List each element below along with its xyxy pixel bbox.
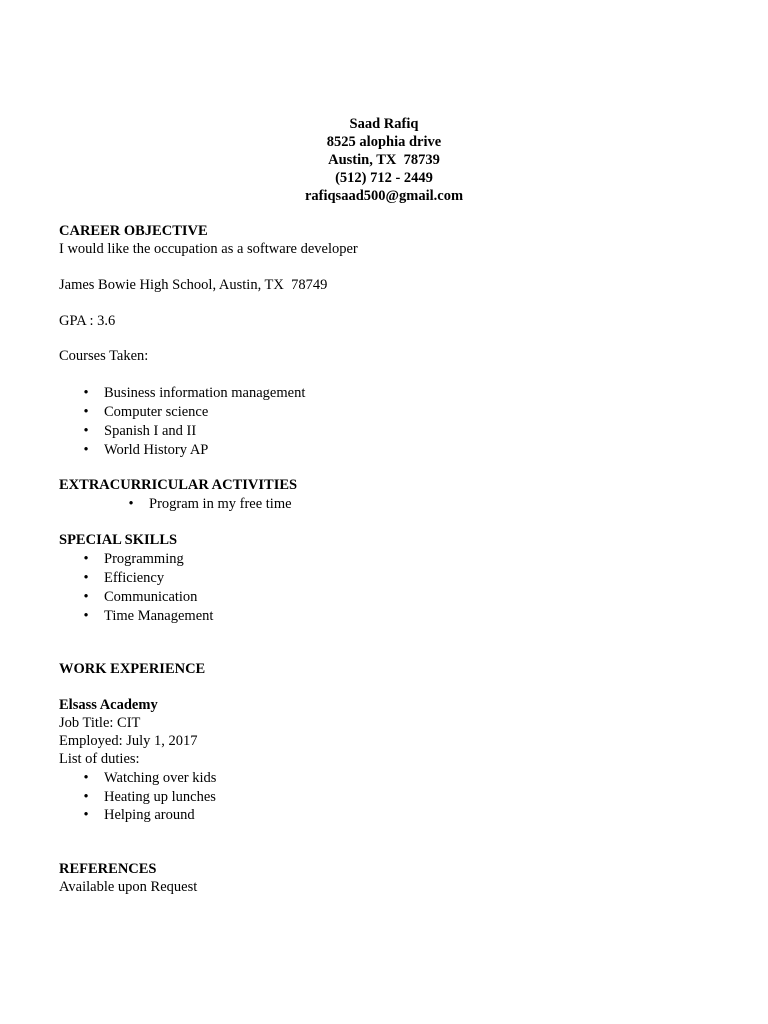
career-objective-heading: CAREER OBJECTIVE: [59, 223, 208, 239]
phone-number: (512) 712 - 2449: [335, 170, 433, 186]
bullet: •: [83, 404, 89, 420]
skill-item: Programming: [104, 551, 184, 567]
address-street: 8525 alophia drive: [326, 134, 442, 150]
bullet: •: [83, 789, 89, 805]
work-experience-heading: WORK EXPERIENCE: [59, 661, 206, 677]
bullet: •: [83, 423, 89, 439]
course-item: Computer science: [104, 404, 209, 420]
duty-item: Helping around: [104, 807, 195, 823]
resume-name: Saad Rafiq: [349, 116, 419, 132]
bullet: •: [83, 589, 89, 605]
duties-label: List of duties:: [59, 751, 140, 767]
employment-date: Employed: July 1, 2017: [59, 733, 198, 749]
bullet: •: [83, 570, 89, 586]
activity-item: Program in my free time: [149, 496, 292, 512]
school: James Bowie High School, Austin, TX 78749: [59, 277, 328, 293]
bullet: •: [83, 551, 89, 567]
bullet: •: [83, 385, 89, 401]
special-skills-heading: SPECIAL SKILLS: [59, 532, 178, 548]
course-item: World History AP: [104, 442, 209, 458]
bullet: •: [83, 608, 89, 624]
course-item: Business information management: [104, 385, 306, 401]
extracurricular-heading: EXTRACURRICULAR ACTIVITIES: [59, 477, 298, 493]
references-heading: REFERENCES: [59, 861, 157, 877]
career-objective-text: I would like the occupation as a software developer: [59, 241, 358, 257]
job-title: Job Title: CIT: [59, 715, 141, 731]
bullet: •: [83, 807, 89, 823]
course-item: Spanish I and II: [104, 423, 197, 439]
duty-item: Watching over kids: [104, 770, 217, 786]
gpa: GPA : 3.6: [59, 313, 116, 329]
courses-label: Courses Taken:: [59, 348, 149, 364]
employer-name: Elsass Academy: [59, 697, 158, 713]
email-address: rafiqsaad500@gmail.com: [304, 188, 464, 204]
skill-item: Communication: [104, 589, 198, 605]
skill-item: Time Management: [104, 608, 214, 624]
bullet: •: [128, 496, 134, 512]
skill-item: Efficiency: [104, 570, 165, 586]
duty-item: Heating up lunches: [104, 789, 216, 805]
address-city: Austin, TX 78739: [328, 152, 440, 168]
bullet: •: [83, 442, 89, 458]
bullet: •: [83, 770, 89, 786]
references-text: Available upon Request: [59, 879, 198, 895]
